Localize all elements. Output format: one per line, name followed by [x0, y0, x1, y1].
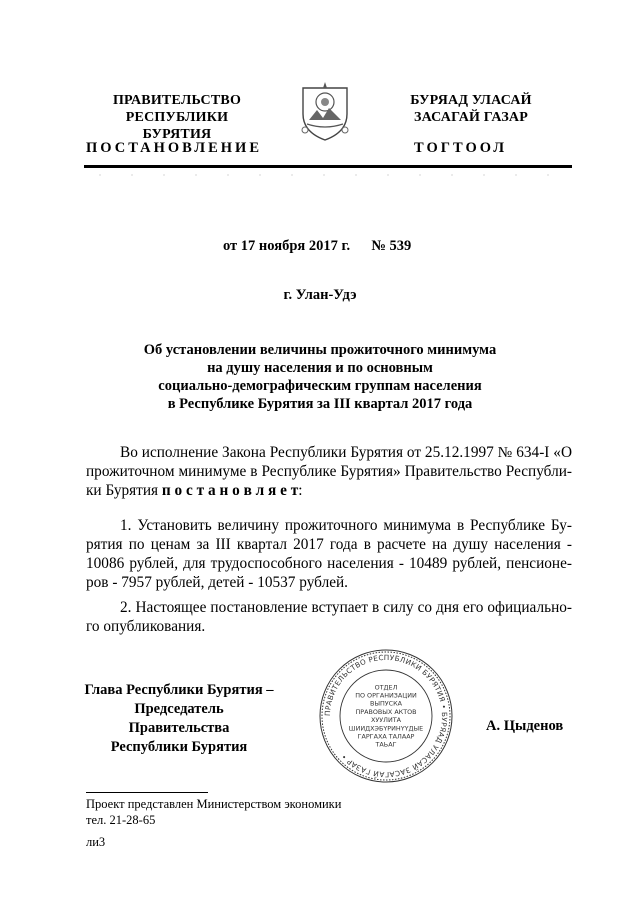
text-line: 10086 рублей, для трудоспособного населения - 10489 рублей, пенсионе-	[86, 555, 572, 572]
resolves-word: п о с т а н о в л я е т	[161, 482, 299, 499]
header-left	[92, 92, 262, 143]
title-line: социально-демографическим группам населения	[158, 378, 482, 394]
header-right-line1: БУРЯАД УЛАСАЙ	[410, 93, 532, 108]
text-fragment: :	[298, 482, 303, 499]
header-left-line2: РЕСПУБЛИКИ БУРЯТИЯ	[125, 110, 229, 142]
city: г. Улан-Удэ	[283, 287, 357, 303]
text-fragment: ки Бурятия	[86, 482, 162, 499]
document-title	[0, 341, 640, 413]
stamp-center-line: ТАЬАГ	[375, 740, 397, 749]
title-line: на душу населения и по основным	[207, 360, 433, 376]
text-line: рятия по ценам за III квартал 2017 года в расчете на душу населения -	[86, 536, 572, 553]
text-line: ров - 7957 рублей, детей - 10537 рублей.	[86, 574, 349, 591]
footer-prepared-by: Проект представлен Министерством экономики	[86, 797, 342, 811]
header-right	[386, 92, 556, 126]
text-line	[86, 481, 572, 500]
document-number: № 539	[371, 238, 412, 254]
paragraph-item-2	[86, 598, 572, 636]
footer-phone: тел. 21-28-65	[86, 813, 156, 827]
header-left-doc-type: ПОСТАНОВЛЕНИЕ	[86, 140, 263, 156]
header-divider	[84, 165, 572, 168]
role-line: Глава Республики Бурятия –	[84, 682, 274, 698]
stamp-center-line: ОТДЕЛ	[374, 683, 398, 692]
title-line: в Республике Бурятия за III квартал 2017 года	[167, 396, 473, 412]
stamp-center-line: ШИИДХЭБҮРИНҮҮДЫЕ	[348, 724, 424, 733]
footer-code: ли3	[86, 835, 106, 849]
header-right-line2: ЗАСАГАЙ ГАЗАР	[413, 110, 528, 125]
text-line: го опубликования.	[86, 618, 206, 635]
paragraph-preamble	[86, 443, 572, 500]
stamp-center-line: ХУУЛИТА	[370, 716, 402, 725]
stamp-center-line: ГАРГАХА ТАЛААР	[357, 732, 415, 741]
footer-rule	[86, 792, 208, 793]
signatory-name: А. Цыденов	[486, 718, 564, 734]
stamp-ring-text: ПРАВИТЕЛЬСТВО РЕСПУБЛИКИ БУРЯТИЯ • БУРЯАД УЛАСАЙ ЗАСАГАЙ ГАЗАР •	[322, 652, 450, 780]
title-line: Об установлении величины прожиточного минимума	[143, 342, 497, 358]
text-line: 2. Настоящее постановление вступает в силу со дня его официально-	[120, 599, 572, 616]
text-line: Во исполнение Закона Республики Бурятия от 25.12.1997 № 634-I «О	[120, 444, 572, 461]
stamp-center-line: ВЫПУСКА	[369, 699, 403, 708]
stamp-center-line: ПРАВОВЫХ АКТОВ	[355, 707, 417, 716]
text-line: прожиточном минимуме в Республике Бурятия» Правительство Республи-	[86, 463, 572, 480]
signatory-role	[84, 681, 274, 757]
coat-of-arms-icon	[297, 80, 353, 142]
date-line	[223, 238, 411, 255]
paragraph-item-1	[86, 516, 572, 592]
role-line: Председатель Правительства	[128, 701, 230, 736]
header-right-doc-type: ТОГТООЛ	[414, 140, 508, 156]
stamp-center-line: ПО ОРГАНИЗАЦИИ	[355, 691, 417, 700]
text-line: 1. Установить величину прожиточного минимума в Республике Бу-	[120, 517, 572, 534]
header-left-line1: ПРАВИТЕЛЬСТВО	[112, 93, 242, 108]
role-line: Республики Бурятия	[110, 739, 248, 755]
header-dotted-divider	[84, 174, 572, 176]
official-stamp	[318, 648, 454, 784]
document-date: от 17 ноября 2017 г.	[223, 238, 351, 254]
